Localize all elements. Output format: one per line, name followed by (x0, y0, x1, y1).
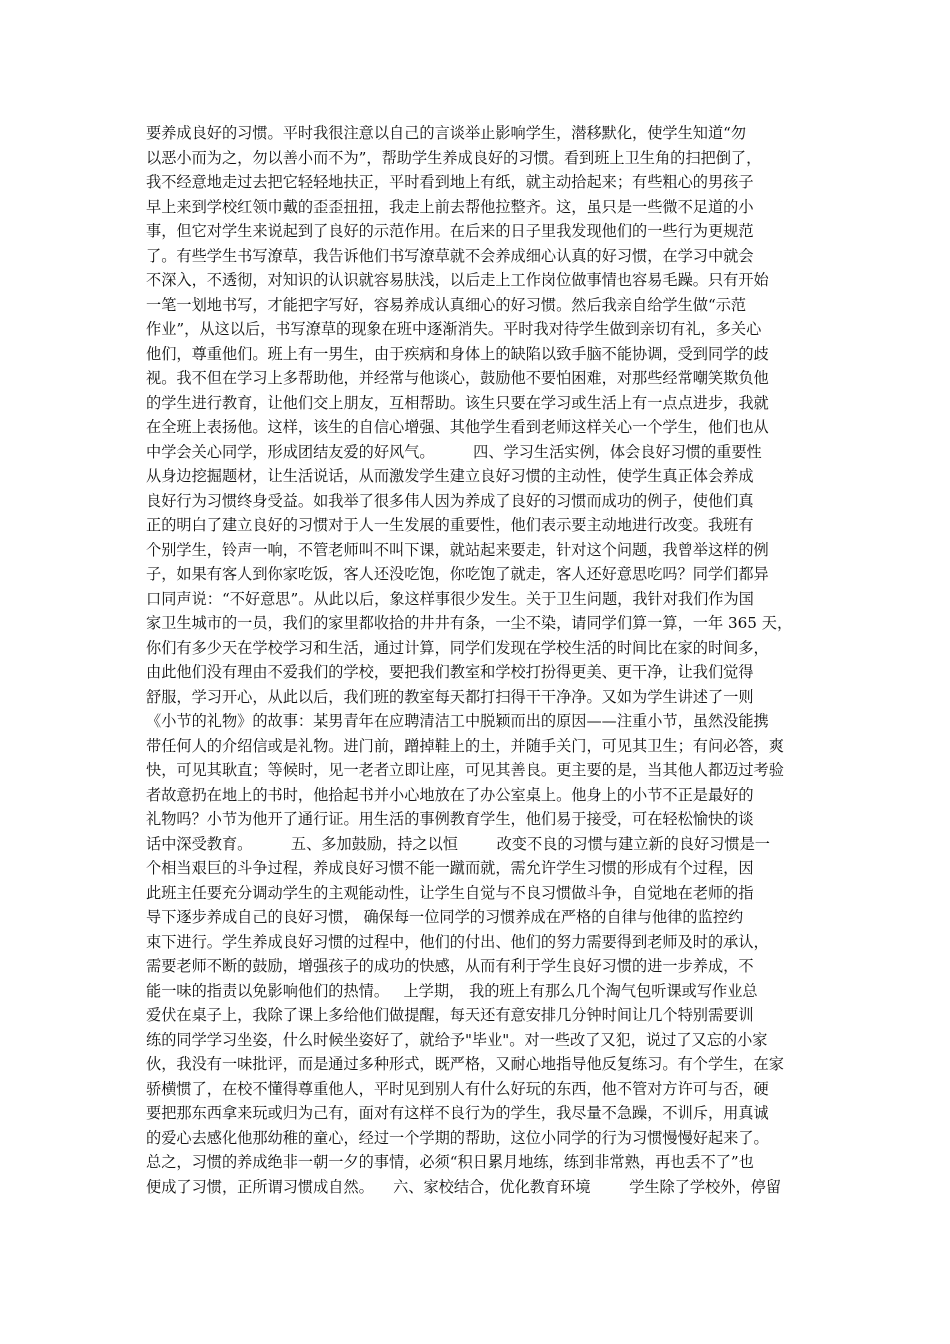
text-line: 导下逐步养成自己的良好习惯， 确保每一位同学的习惯养成在严格的自律与他律的监控约 (146, 908, 744, 926)
text-line: 伙，我没有一味批评，而是通过多种形式，既严格，又耐心地指导他反复练习。有个学生，在家 (146, 1055, 784, 1073)
text-line: 此班主任要充分调动学生的主观能动性，让学生自觉与不良习惯做斗争，自觉地在老师的指 (146, 883, 754, 902)
text-line: 带任何人的介绍信或是礼物。进门前，蹭掉鞋上的土，并随手关门，可见其卫生；有问必答，爽 (146, 736, 784, 755)
text-line: 礼物吗？小节为他开了通行证。用生活的事例教育学生，他们易于接受，可在轻松愉快的谈 (146, 810, 754, 828)
text-line: 子，如果有客人到你家吃饭，客人还没吃饱，你吃饱了就走，客人还好意思吃吗？同学们都异 (146, 565, 769, 583)
text-line: 便成了习惯，正所谓习惯成自然。 六、家校结合，优化教育环境 学生除了学校外，停留 (146, 1177, 782, 1196)
text-line: 快，可见其耿直；等候时，见一老者立即让座，可见其善良。更主要的是，当其他人都迈过考验 (146, 761, 784, 779)
text-line: 骄横惯了，在校不懂得尊重他人，平时见到别人有什么好玩的东西，他不管对方许可与否，硬 (146, 1079, 769, 1098)
text-line: 从身边挖掘题材，让生活说话，从而激发学生建立良好习惯的主动性，使学生真正体会养成 (146, 467, 754, 485)
text-line: 你们有多少天在学校学习和生活，通过计算，同学们发现在学校生活的时间比在家的时间多， (146, 638, 769, 657)
text-line: 要养成良好的习惯。平时我很注意以自己的言谈举止影响学生，潜移默化，使学生知道“勿 (146, 124, 747, 142)
text-line: 个别学生，铃声一响，不管老师叫不叫下课，就站起来要走，针对这个问题，我曾举这样的例 (146, 540, 769, 559)
text-line: 他们，尊重他们。班上有一男生，由于疾病和身体上的缺陷以致手脑不能协调，受到同学的歧 (146, 344, 769, 363)
text-line: 家卫生城市的一员，我们的家里都收拾的井井有条，一尘不染，请同学们算一算，一年 365 天， (146, 614, 793, 632)
body-text (146, 121, 826, 1199)
text-line: 一笔一划地书写，才能把字写好，容易养成认真细心的好习惯。然后我亲自给学生做“示范 (146, 295, 747, 314)
text-line: 中学会关心同学，形成团结友爱的好风气。 四、学习生活实例，体会良好习惯的重要性 (146, 442, 762, 461)
text-line: 我不经意地走过去把它轻轻地扶正，平时看到地上有纸，就主动拾起来；有些粗心的男孩子 (146, 173, 754, 191)
text-line: 作业”，从这以后，书写潦草的现象在班中逐渐消失。平时我对待学生做到亲切有礼，多关心 (146, 320, 762, 338)
text-line: 束下进行。学生养成良好习惯的过程中，他们的付出、他们的努力需要得到老师及时的承认， (146, 932, 769, 951)
text-line: 早上来到学校红领巾戴的歪歪扭扭，我走上前去帮他拉整齐。这，虽只是一些微不足道的小 (146, 197, 754, 216)
text-line: 总之，习惯的养成绝非一朝一夕的事情，必须“积日累月地练，练到非常熟，再也丢不了”也 (146, 1153, 754, 1171)
text-line: 爱伏在桌子上，我除了课上多给他们做提醒，每天还有意安排几分钟时间让几个特别需要训 (146, 1006, 754, 1024)
text-line: 舒服，学习开心，从此以后，我们班的教室每天都打扫得干干净净。又如为学生讲述了一则 (146, 687, 754, 706)
text-line: 的爱心去感化他那幼稚的童心，经过一个学期的帮助，这位小同学的行为习惯慢慢好起来了。 (146, 1128, 769, 1147)
text-line: 不深入，不透彻，对知识的认识就容易肤浅，以后走上工作岗位做事情也容易毛躁。只有开始 (146, 271, 769, 289)
text-line: 话中深受教育。 五、多加鼓励，持之以恒 改变不良的习惯与建立新的良好习惯是一 (146, 834, 770, 853)
text-line: 视。我不但在学习上多帮助他，并经常与他谈心，鼓励他不要怕困难，对那些经常嘲笑欺负他 (146, 369, 769, 387)
text-line: 要把那东西拿来玩或归为己有，面对有这样不良行为的学生，我尽量不急躁，不训斥，用真诚 (146, 1104, 769, 1122)
text-line: 由此他们没有理由不爱我们的学校，要把我们教室和学校打扮得更美、更干净，让我们觉得 (146, 663, 754, 681)
text-line: 良好行为习惯终身受益。如我举了很多伟人因为养成了良好的习惯而成功的例子，使他们真 (146, 491, 754, 510)
text-line: 者故意扔在地上的书时，他拾起书并小心地放在了办公室桌上。他身上的小节不正是最好的 (146, 785, 754, 804)
text-line: 练的同学学习坐姿，什么时候坐姿好了，就给予"毕业"。对一些改了又犯，说过了又忘的小家 (146, 1030, 768, 1049)
text-line: 事，但它对学生来说起到了良好的示范作用。在后来的日子里我发现他们的一些行为更规范 (146, 222, 754, 240)
text-line: 了。有些学生书写潦草，我告诉他们书写潦草就不会养成细心认真的好习惯，在学习中就会 (146, 246, 754, 265)
text-line: 个相当艰巨的斗争过程，养成良好习惯不能一蹴而就，需允许学生习惯的形成有个过程，因 (146, 859, 754, 877)
text-line: 以恶小而为之，勿以善小而不为”，帮助学生养成良好的习惯。看到班上卫生角的扫把倒了， (146, 148, 762, 167)
text-line: 能一味的指责以免影响他们的热情。 上学期， 我的班上有那么几个淘气包听课或写作业总 (146, 981, 758, 1000)
text-line: 《小节的礼物》的故事：某男青年在应聘清洁工中脱颖而出的原因——注重小节，虽然没能携 (146, 712, 769, 730)
text-line: 正的明白了建立良好的习惯对于人一生发展的重要性，他们表示要主动地进行改变。我班有 (146, 516, 754, 534)
text-line: 口同声说：“不好意思”。从此以后，象这样事很少发生。关于卫生问题，我针对我们作为国 (146, 589, 754, 608)
text-line: 需要老师不断的鼓励，增强孩子的成功的快感，从而有利于学生良好习惯的进一步养成，不 (146, 957, 754, 975)
text-line: 的学生进行教育，让他们交上朋友，互相帮助。该生只要在学习或生活上有一点点进步，我就 (146, 393, 769, 412)
text-line: 在全班上表扬他。这样，该生的自信心增强、其他学生看到老师这样关心一个学生，他们也从 (146, 418, 769, 436)
